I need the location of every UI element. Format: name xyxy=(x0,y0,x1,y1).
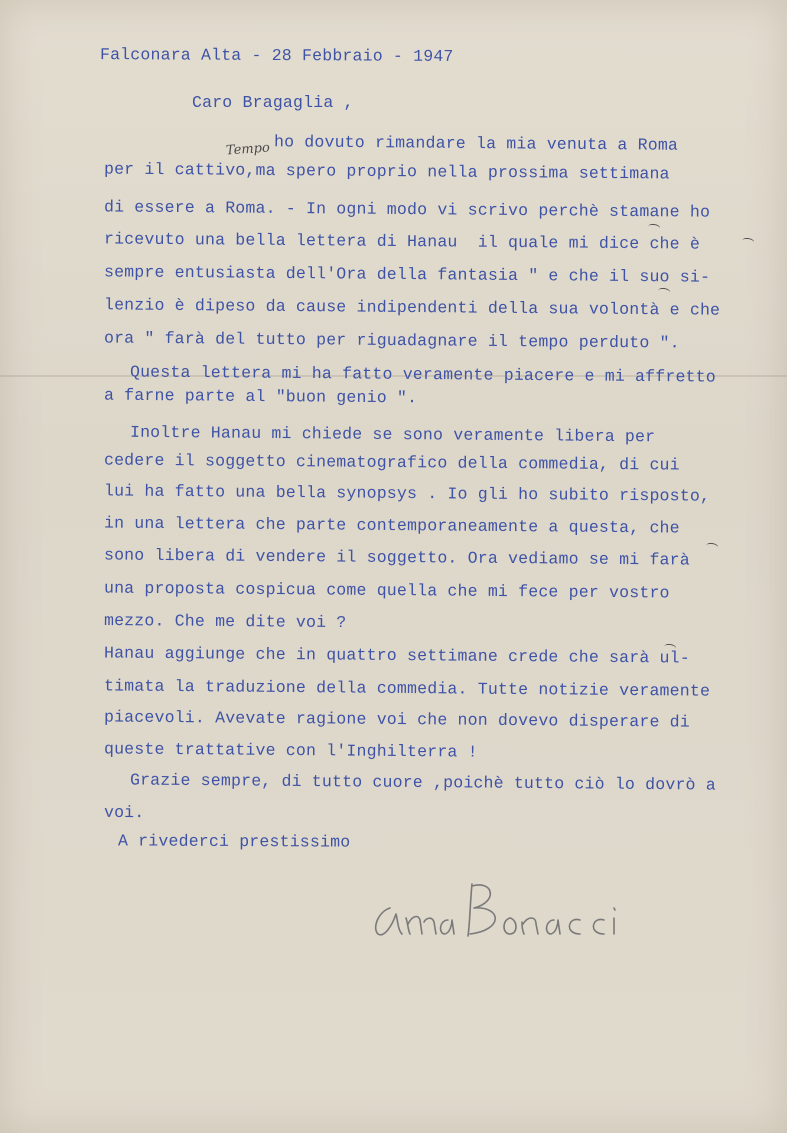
signature xyxy=(368,868,668,948)
letter-line: lenzio è dipeso da cause indipendenti della sua volontà e che xyxy=(103,295,721,320)
letter-line: Questa lettera mi ha fatto veramente piacere e mi affretto xyxy=(129,362,716,387)
letter-line: piacevoli. Avevate ragione voi che non dovevo disperare di xyxy=(103,707,690,732)
letter-line: ho dovuto rimandare la mia venuta a Roma xyxy=(273,132,679,155)
letter-line: per il cattivo,ma spero proprio nella prossima settimana xyxy=(103,159,670,184)
letter-line: Hanau aggiunge che in quattro settimane crede che sarà ul- xyxy=(103,643,690,668)
letter-line: di essere a Roma. - In ogni modo vi scrivo perchè stamane ho xyxy=(103,197,711,222)
closing-line: A rivederci prestissimo xyxy=(117,831,351,852)
pencil-accent-mark xyxy=(706,542,719,551)
pencil-accent-mark xyxy=(658,287,671,296)
letter-line: lui ha fatto una bella synopsys . Io gli ho subito risposto, xyxy=(103,481,711,506)
letter-line: ora " farà del tutto per riguadagnare il tempo perduto ". xyxy=(103,328,680,353)
pencil-accent-mark xyxy=(742,237,755,246)
letter-line: Grazie sempre, di tutto cuore ,poichè tutto ciò lo dovrò a xyxy=(129,770,716,795)
letter-line: Inoltre Hanau mi chiede se sono veramente libera per xyxy=(129,422,656,447)
letter-line: sempre entusiasta dell'Ora della fantasia " e che il suo si- xyxy=(103,262,711,287)
letter-line: cedere il soggetto cinematografico della commedia, di cui xyxy=(103,450,680,475)
letter-line: ricevuto una bella lettera di Hanau il quale mi dice che è xyxy=(103,229,701,254)
pencil-accent-mark xyxy=(648,223,661,232)
letter-line: sono libera di vendere il soggetto. Ora vediamo se mi farà xyxy=(103,545,690,570)
letter-line: voi. xyxy=(103,802,145,823)
letter-line: timata la traduzione della commedia. Tutte notizie veramente xyxy=(103,676,711,701)
handwritten-insert: Tempo xyxy=(225,140,271,159)
letter-line: una proposta cospicua come quella che mi fece per vostro xyxy=(103,578,670,603)
letter-line: mezzo. Che me dite voi ? xyxy=(103,610,347,633)
salutation: Caro Bragaglia , xyxy=(192,93,354,112)
letter-line: queste trattative con l'Inghilterra ! xyxy=(103,739,478,762)
letter-line: a farne parte al "buon genio ". xyxy=(103,385,418,408)
dateline: Falconara Alta - 28 Febbraio - 1947 xyxy=(99,45,454,66)
pencil-accent-mark xyxy=(664,643,677,652)
letter-line: in una lettera che parte contemporaneamente a questa, che xyxy=(103,513,680,538)
